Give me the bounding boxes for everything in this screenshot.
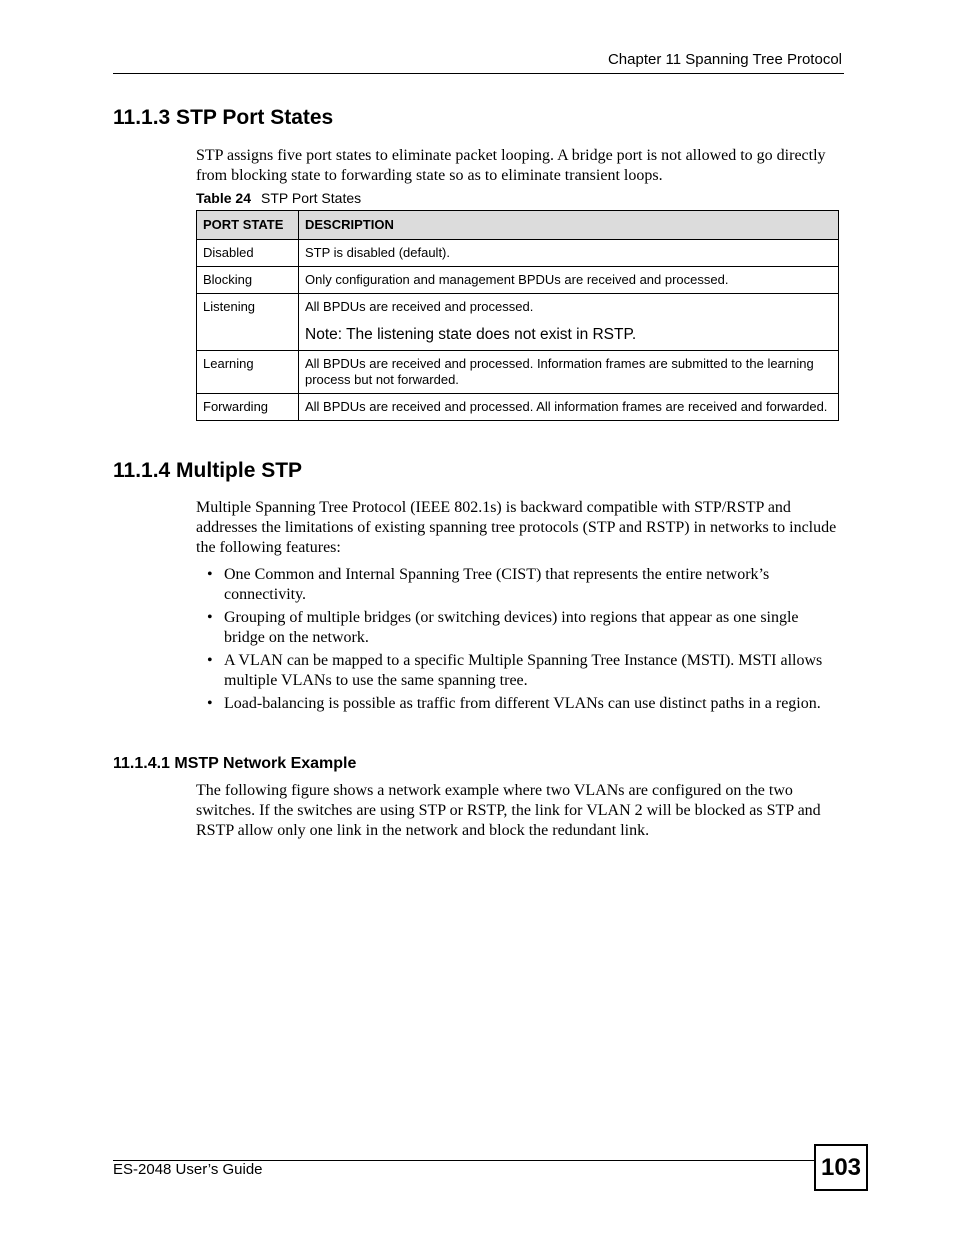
description-cell xyxy=(299,294,839,351)
section-paragraph-stp-port-states: STP assigns five port states to eliminate packet looping. A bridge port is not allowed to go directly from blocking state to forwarding state so as to eliminate transient loops. xyxy=(196,147,826,184)
list-item-text: One Common and Internal Spanning Tree (CIST) that represents the entire network’s connectivity. xyxy=(224,566,770,603)
list-item xyxy=(196,651,841,691)
port-state-cell: Forwarding xyxy=(197,394,299,421)
description-cell: Only configuration and management BPDUs are received and processed. xyxy=(299,267,839,294)
port-state-cell: Learning xyxy=(197,351,299,394)
list-item-text: A VLAN can be mapped to a specific Multiple Spanning Tree Instance (MSTI). MSTI allows multiple VLANs to use the same spanning tree. xyxy=(224,652,823,689)
list-item-text: Load-balancing is possible as traffic from different VLANs can use distinct paths in a region. xyxy=(224,695,821,712)
list-item xyxy=(196,694,841,714)
column-header-port-state: PORT STATE xyxy=(197,211,299,240)
port-state-cell: Disabled xyxy=(197,240,299,267)
section-paragraph-mstp-network-example: The following figure shows a network example where two VLANs are configured on the two switches. If the switches are using STP or RSTP, the link for VLAN 2 will be blocked as STP and RSTP allow only one link in the network and block the redundant link. xyxy=(196,782,821,839)
subsection-heading-mstp-network-example: 11.1.4.1 MSTP Network Example xyxy=(113,755,357,772)
description-cell: All BPDUs are received and processed. Information frames are submitted to the learning process but not forwarded. xyxy=(299,351,839,394)
table-row xyxy=(197,267,839,294)
table-caption-label: Table 24 xyxy=(196,190,251,206)
column-header-description: DESCRIPTION xyxy=(299,211,839,240)
bullet-marker: • xyxy=(207,652,213,669)
feature-list xyxy=(196,565,841,717)
table-header-row xyxy=(197,211,839,240)
table-caption-title: STP Port States xyxy=(261,190,362,206)
list-item-text: Grouping of multiple bridges (or switching devices) into regions that appear as one single bridge on the network. xyxy=(224,609,799,646)
table-caption xyxy=(196,190,361,206)
section-heading-stp-port-states: 11.1.3 STP Port States xyxy=(113,106,334,129)
table-row xyxy=(197,240,839,267)
footer-guide-title: ES-2048 User’s Guide xyxy=(113,1161,263,1178)
table-note: Note: The listening state does not exist in RSTP. xyxy=(305,326,637,343)
description-cell: All BPDUs are received and processed. All information frames are received and forwarded. xyxy=(299,394,839,421)
stp-port-states-table xyxy=(196,210,839,421)
table-row xyxy=(197,294,839,351)
port-state-cell: Listening xyxy=(197,294,299,351)
table-row xyxy=(197,351,839,394)
page-number: 103 xyxy=(814,1144,868,1191)
bullet-marker: • xyxy=(207,566,213,583)
section-paragraph-multiple-stp: Multiple Spanning Tree Protocol (IEEE 802.1s) is backward compatible with STP/RSTP and addresses the limitations of existing spanning tree protocols (STP and RSTP) in networks to include the following features: xyxy=(196,499,837,556)
header-divider xyxy=(113,73,844,74)
section-heading-multiple-stp: 11.1.4 Multiple STP xyxy=(113,459,303,482)
description-text: All BPDUs are received and processed. xyxy=(305,299,534,314)
list-item xyxy=(196,565,841,605)
bullet-marker: • xyxy=(207,695,213,712)
description-cell: STP is disabled (default). xyxy=(299,240,839,267)
port-state-cell: Blocking xyxy=(197,267,299,294)
table-row xyxy=(197,394,839,421)
list-item xyxy=(196,608,841,648)
bullet-marker: • xyxy=(207,609,213,626)
running-header: Chapter 11 Spanning Tree Protocol xyxy=(607,51,842,68)
